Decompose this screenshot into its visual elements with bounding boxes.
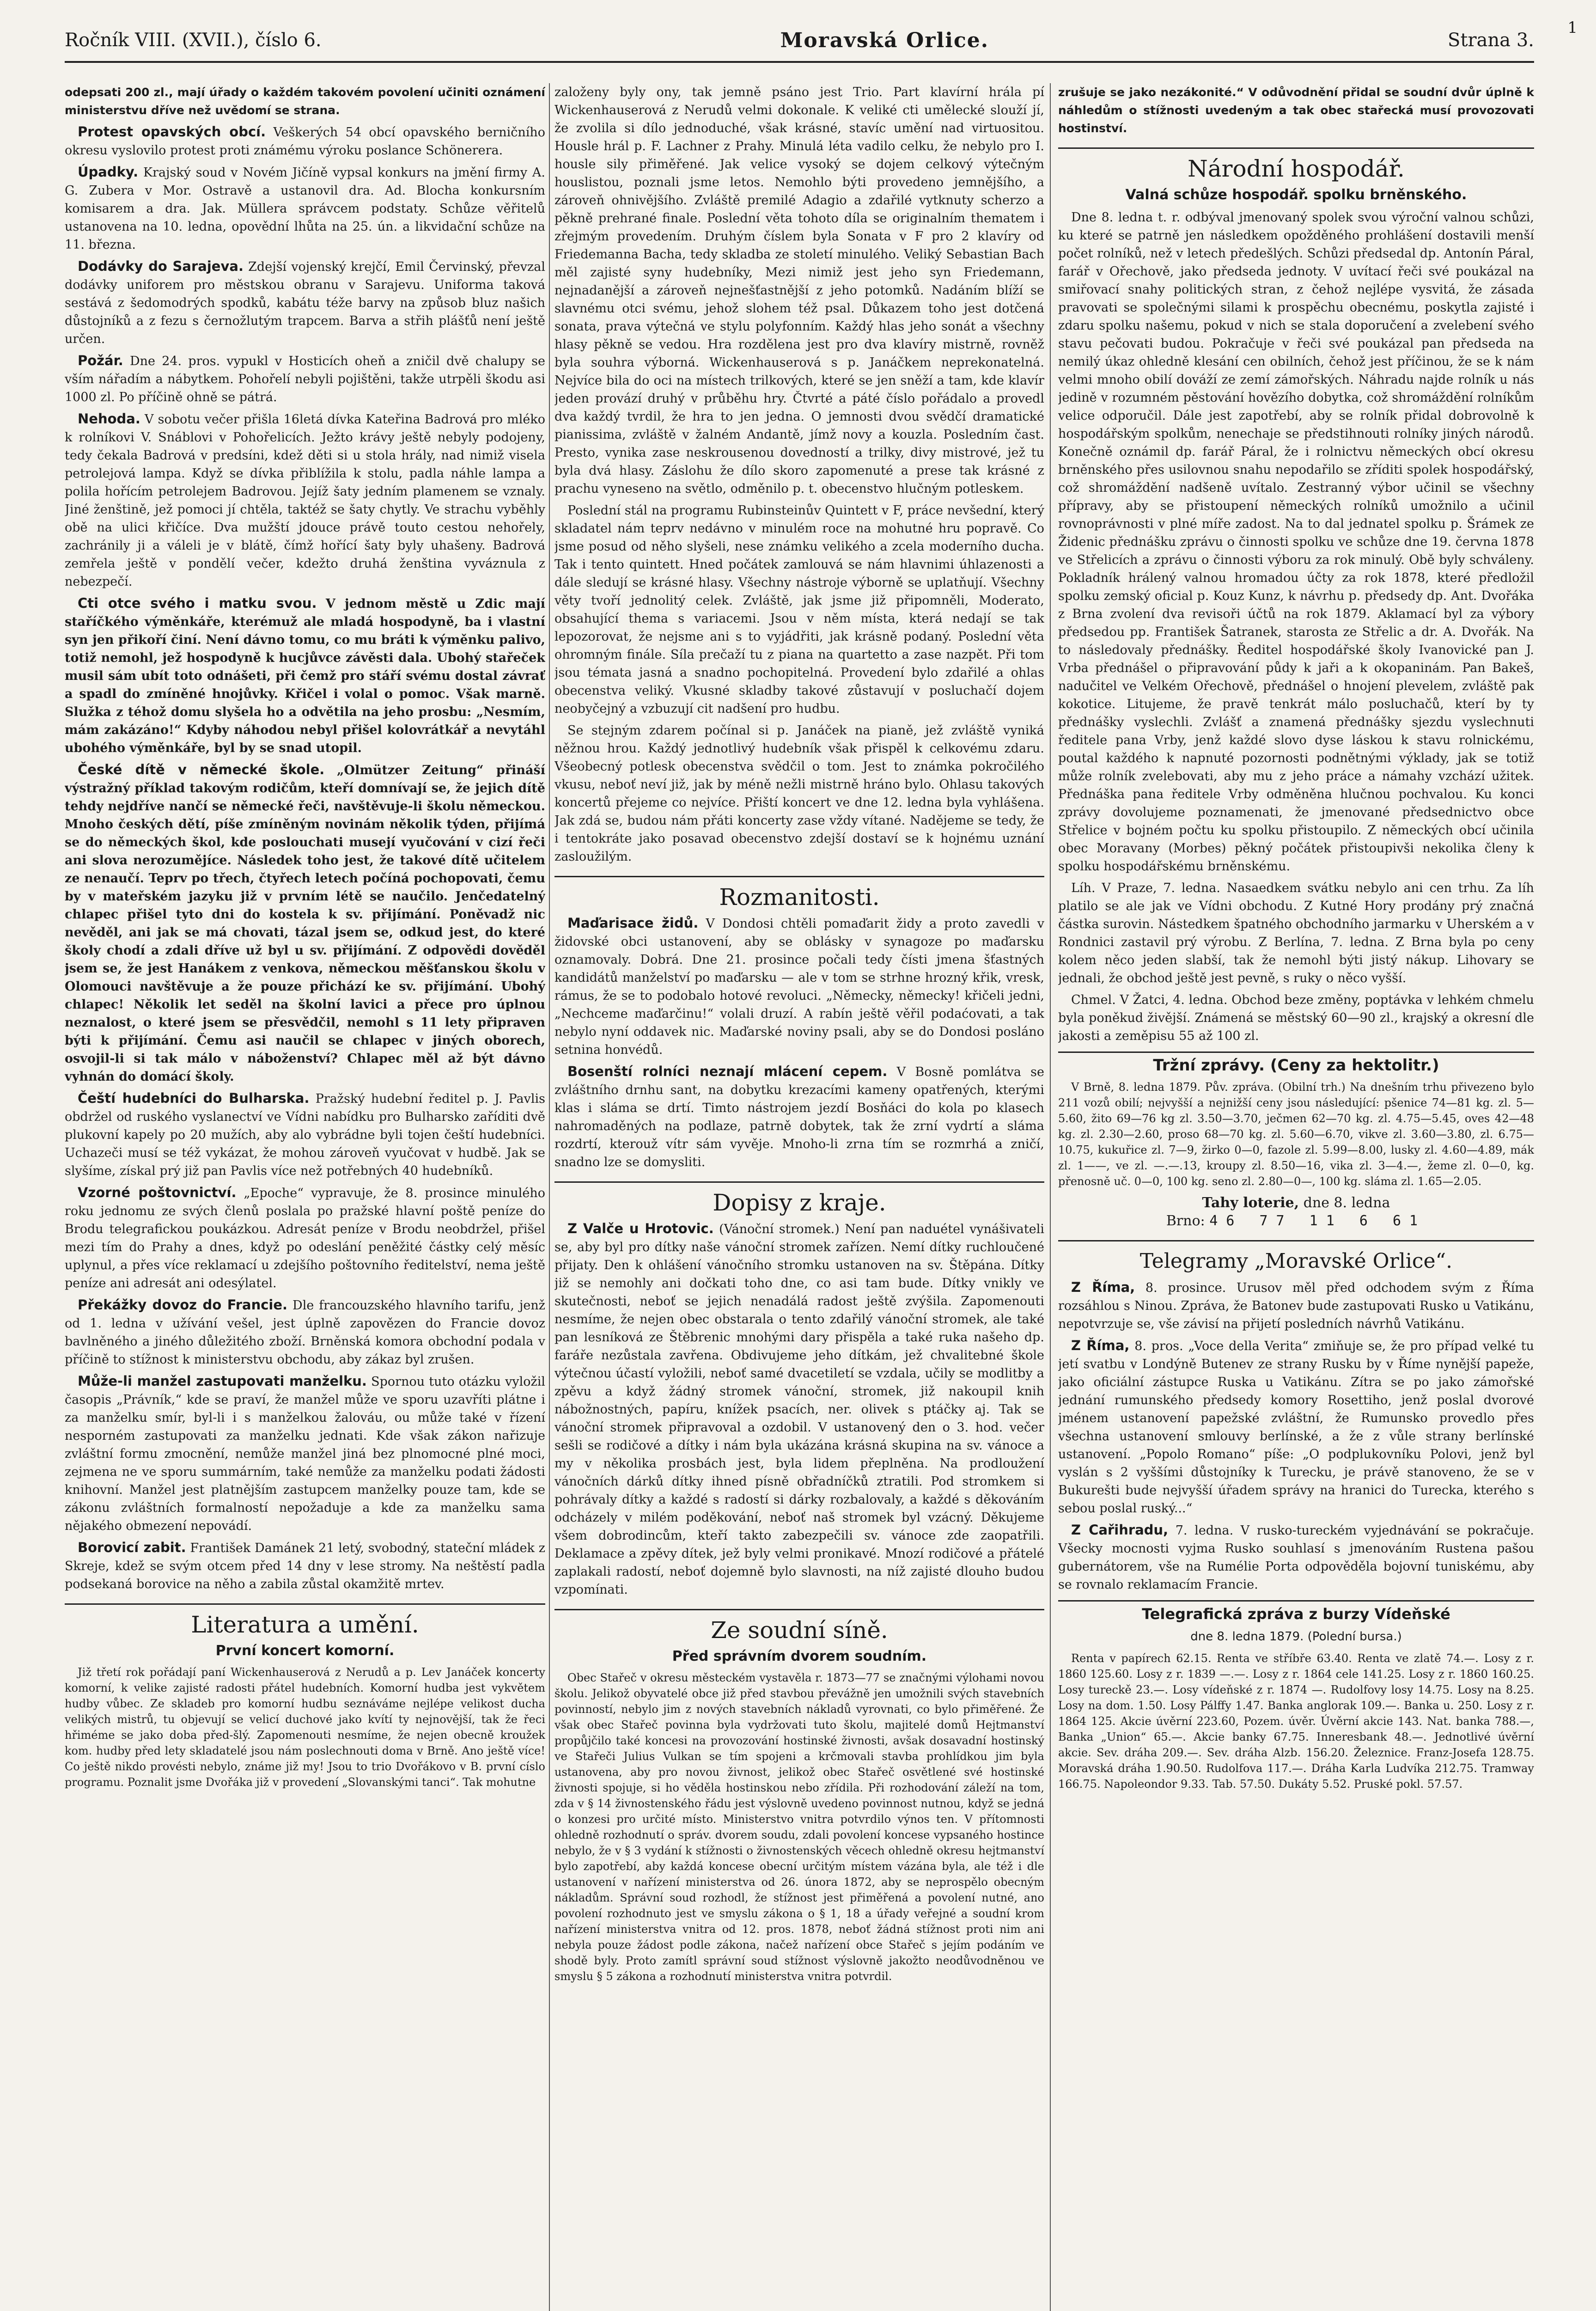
- telegram-text: 8. prosince. Urusov měl před odchodem svým z Říma rozsáhlou s Ninou. Zpráva, že Batonev bude zastupovati Rusko u Vatikánu, nepotvrzuje se, vše závisí na přijetí posledních návrhů Vatikánu.: [1058, 1281, 1534, 1331]
- section-title-narodni-hospodar: Národní hospodář.: [1058, 147, 1534, 184]
- bourse-text: Renta v papírech 62.15. Renta ve stříbře 63.40. Renta ve zlatě 74.—. Losy z r. 1860 125.60. Losy z r. 1839 —.—. Losy z r. 1864 cele 141.25. Losy z r. 1860 160.25. Losy tureckě 23.—. Losy vídeňské z r. 1874 —. Rudolfovy losy 14.75. Losy na 8.25. Losy na dom. 1.50. Losy Pálffy 1.47. Banka anglorak 109.—. Banka u. 250. Losy z r. 1864 125. Akcie úvěrní 223.60, Pozem. úvěr. Úvěrní akcie 143. Nat. banka 788.—, Banka „Union“ 65.—. Akcie banky 67.75. Inneresbank 48.—. Jednotlivé úvěrní akcie. Sev. dráha 209.—. Sev. dráha Alzb. 156.20. Železnice. Franz-Josefa 128.75. Moravská dráha 1.90.50. Rudolfova 117.—. Dráha Karla Ludvíka 212.75. Tramway 166.75. Napoleondor 9.33. Tab. 57.50. Dukáty 5.52. Pruské pokl. 57.57.: [1058, 1652, 1534, 1791]
- news-item: [65, 257, 545, 348]
- news-item-head: Překážky dovoz do Francie.: [78, 1297, 288, 1313]
- section-title-dopisy: Dopisy z kraje.: [554, 1181, 1044, 1218]
- news-item-text: Dle francouzského hlavního tarifu, jenž od 1. ledna v užívání vešel, jest úplně zapovězen do Francie dovoz bavlněného a jiného důležitého zboží. Brněnská komora obchodní podala v příčině to stížnost k ministerstvu obchodu, aby zákaz byl zrušen.: [65, 1298, 545, 1367]
- article-text: Již třetí rok pořádají paní Wickenhauserová z Nerudů a p. Lev Janáček koncerty komorní, k velike zajisté radosti přátel hudebních. Komorní hudba jest vykvětem hudby vůbec. Ze skladeb pro komorní hudbu seznáváme nejlépe velikost ducha velikých mistrů, tu objevují se velicí duchové jako kvítí ty nejnovější, tak že řeci hřiméme se jako doba před-šlý. Zapomenouti nesmíme, že nejen obecně kroužek kom. hudby před lety skladatelé jsou nám poslechnouti doma v Brně. Ano ještě více! Co ještě nikdo provésti nebylo, známe již my! Jsou to trio Dvořákovo v B. první císlo programu. Poznalit jsme Dvořáka již v provedení „Slovanskými tanci“. Tak mohutne: [65, 1666, 545, 1789]
- news-item-text: Dne 24. pros. vypukl v Hosticích oheň a zničil dvě chalupy se vším nářadím a nábytkem. Pohořelí nebyli pojištěni, takže utrpěli škodu asi 1000 zl. Po příčině ohně se pátrá.: [65, 354, 545, 404]
- news-item-head: Maďarisace židů.: [567, 915, 699, 931]
- article-text: Se stejným zdarem počínal si p. Janáček na pianě, jež zvláště vyniká něžnou hrou. Každý jednotlivý hudebník však přispěl k celkovému zdaru. Všeobecný potlesk obecenstva svědčil o tom. Jest to známka pokročilého vkusu, neboť neví již, jak by méně nežli mistrně hráno bylo. Ohlasu takových koncertů přejeme co nejvíce. Přiští koncert ve dne 12. ledna byla vyhlášena. Jak zdá se, budou nám přáti koncerty zase vždy vítané. Nadějeme se tedy, že i tentokráte jako posavad obecenstvo zdejší dostaví se k hojnému uznání zasloužilým.: [554, 723, 1044, 864]
- news-item: [65, 123, 545, 159]
- news-item-head: Nehoda.: [78, 411, 140, 427]
- news-item: [65, 761, 545, 1086]
- news-item: [554, 914, 1044, 1059]
- letter-tag: (Vánoční stromek.): [719, 1222, 840, 1236]
- masthead: [65, 19, 1534, 63]
- news-item-text: Veškerých 54 obcí opavského berničního okresu vyslovilo protest proti známému výroku poslance Schönerera.: [65, 125, 545, 158]
- news-item-text: V jednom městě u Zdic mají staříčkého výměnkáře, kterémuž ale mladá hospodyně, ba i vlastní syn jen přikoří činí. Není dávno tomu, co mu bráti k výměnku palivo, totiž nemohl, jež hospodyně k hucjůvce závěsti dala. Ubohý stařeček musil sám ubít toto odnášeti, při čemž pro stáří svému dostal závrať a spadl do zmíněné hnojůvky. Křičel i volal o pomoc. Však marně. Služka z téhož domu slyšela ho a odvětila na jeho prosbu: „Nesmím, mám zakázáno!“ Kdyby náhodou nebyl přišel kolovrátkář a nevytáhl ubohého výměnkáře, byl by se snad utopil.: [65, 597, 545, 755]
- telegram-place: Z Říma,: [1071, 1279, 1135, 1295]
- news-item-text: „Epoche“ vypravuje, že 8. prosince minulého roku jednomu ze svých členů poslala po pražské hlavní poště peníze do Brodu telegrafickou poukázkou. Adresát peníze v Brodu neobdržel, přišel mezi tím do Prahy a dnes, když po odeslání peněžité částky celý měsíc uplynul, a přes více reklamací u zdejšího poštovního ředitelství, nema ještě peníze ani adresát ani odesýlatel.: [65, 1186, 545, 1290]
- news-item-text: V Dondosi chtěli pomaďarit židy a proto zavedli v židovské obci ustanovení, aby se oblásky v synagoze po maďarsku oznamovaly. Dobrá. Dne 21. prosince počali tedy čísti jmena šťastných kandidátů manželství po maďarsku — ale v tom se strhne hrozný křik, vresk, rámus, že se to podobalo hotové revoluci. „Německy, německy! křičeli jedni, „Nechceme maďarčinu!“ volali druzí. A rabín ještě věřil podaćovati, a tak nebylo nyní oddavek nic. Maďarské noviny psali, aby se do Dondosi posláno setnina honvédů.: [554, 917, 1044, 1057]
- subsection-title: Valná schůze hospodář. spolku brněnského.: [1125, 187, 1467, 203]
- letter-text: Není pan naduétel vynášivateli se, aby byl pro dítky naše vánoční stromek zařízen. Nemí dítky ruchloučené přijaty. Den k ohlášení vánočního stromku ustanoven na sv. Štěpána. Dítky již se nemohly ani dočkati toho dne, co asi tam bude. Dítky vnikly ve skutečnosti, neboť se jejich nenadálá radost ještě zvýšila. Zapomenouti nesmíme, že nejen obec obstarala o tento zdařilý vánoční stromek, ale také pan lesníková ze Štěbrenic mnohými dary přispěla a také ruka našeho dp. faráře nezůstala zavřena. Obdivujeme jeho dítkám, jež chvalitebné škole výtečnou účastí vyložili, neboť samé dvacetiletí se vzdala, učily se modlitby a zpěvu a když žádný stromek vánoční, stromek, již nakoupil knih nábožnostných, papíru, knížek psacích, ner. olivek s ptáčky aj. Tak se vánoční stromek připravoval a ozdobil. V ustanovený den o 3. hod. večer sešli se rodičové a dítky i nám byla ukázána krásná skupina na sv. vánoce a my v několika prosbách jest, byla lidem přeplněna. Na prodloužení vánočních dárků dítky ihned písně obřadníčků ztratili. Pod stromkem si pohrávaly dítky a každé s radostí si dárky rozbalovaly, a každé s děkováním odcházely v milém poděkování, neboť naš stromek byl vzácný. Děkujeme všem dobrodincům, kteří takto zabezpečili sv. vánoce zde zaopatřili. Deklamace a zpěvy dítek, jež byly velmi pronikavé. Mnozí rodičové a přátelé zaplakali radostí, neboť dojemně bylo slavnosti, na níž zajisté dlouho budou vzpomínati.: [554, 1222, 1044, 1597]
- edge-mark: 1: [1567, 18, 1578, 37]
- letter: [554, 1220, 1044, 1599]
- lottery-date: dne 8. ledna: [1303, 1195, 1390, 1211]
- news-item-head: Dodávky do Sarajeva.: [78, 258, 244, 274]
- page-number: Strana 3.: [1448, 30, 1534, 51]
- market-reports-text: V Brně, 8. ledna 1879. Pův. zpráva. (Obilní trh.) Na dnešním trhu přivezeno bylo 211 vozů obilí; nejvyšší a nejnižší ceny jsou následující: pšenice 74—81 kg. zl. 5—5.60, žito 69—76 kg zl. 3.50—3.70, ječmen 62—70 kg. zl. 4.75—5.45, oves 42—48 kg. zl. 2.30—2.60, proso 68—70 kg. zl. 5.60—6.70, vikve zl. 3.60—3.80, zl. 6.75—10.75, kukuřice zl. 7—9, žirko 0—0, fazole zl. 5.99—8.00, lusky zl. 4.60—4.89, mák zl. 1——, ve zl. —.—.13, kroupy zl. 8.50—16, vika zl. 3—4.—, žeme zl. 0—0, kg. přenosně uč. 0—0, 100 kg. seno zl. 2.80—0—, 100 kg. sláma zl. 1.65—2.05.: [1058, 1081, 1534, 1188]
- lottery-city: Brno:: [1166, 1213, 1205, 1229]
- news-item: [65, 1089, 545, 1180]
- telegram: [1058, 1521, 1534, 1594]
- news-item-text: V sobotu večer přišla 16letá dívka Kateřina Badrová pro mléko k rolníkovi V. Snáblovi v Pohořelicích. Ježto krávy ještě nebyly podojeny, tedy čekala Badrová v predsíni, kdež děti si u stola hrály, nad nimiž visela petrolejová lampa. Když se dívka přiblížila k stolu, padla náhle lampa a polila hořícím petrolejem Badrovou. Jejíž šaty jedním plamenem se vznaly. Jiné ženštině, jež pomoci jí chtěla, taktéž se šaty chytly. Ve strachu vyběhly obě na ulici křičíce. Dva mužští jdouce právě touto cestou nehořely, zachránily ji a váleli je v blátě, čímž hořící šaty byly uhašeny. Badrová zemřela ještě v pondělí večer, kdežto druhá ženština vyváznula z nebezpečí.: [65, 412, 545, 589]
- subsection-title: První koncert komorní.: [215, 1643, 395, 1659]
- section-title-soud: Ze soudní síně.: [554, 1609, 1044, 1645]
- lottery-block: [1058, 1194, 1534, 1230]
- news-item: [65, 410, 545, 591]
- news-item-text: Spornou tuto otázku vyložil časopis „Právník,“ kde se praví, že manžel může ve sporu uzavříti plátne i za manželku smír, byl-li i s manželkou žalováu, ou může také v řízení nesporném zastupovati za manželku jednati. Kde však zákon nařizuje zvláštní formu zmocnění, nemůže manžel jiná bez plnomocné plné moci, zejmena ne ve sporu summárním, také nemůže za manželku podati žádosti knihovní. Manžel jest platnějším zastupcem manželky pouze tam, kde se zákonu zvláštních formalností nepožaduje a kde za manželku sama nějakého obmezení nepovádí.: [65, 1375, 545, 1533]
- news-item-head: Protest opavských obcí.: [78, 124, 266, 140]
- paper-title: Moravská Orlice.: [780, 28, 989, 52]
- news-item-text: Krajský soud v Novém Jičíně vypsal konkurs na jmění firmy A. G. Zubera v Mor. Ostravě a ustanovil dra. Ad. Blocha konkursním komisarem a dra. Jak. Müllera správcem podstaty. Schůze věřitelů ustanovena na 10. ledna, opovědní lhůta na 25. ún. a likvidační schůze na 11. března.: [65, 165, 545, 252]
- article-text: založeny byly ony, tak jemně psáno jest Trio. Part klavírní hrála pí Wickenhauserová z Nerudů velmi dokonale. K veliké cti umělecké slouží jí, že zvolila si dílo jednoduché, však krásné, stavíc umění nad virtuositou. Housle hrál p. F. Lachner z Prahy. Minulá léta vadilo celku, že nebylo pro I. housle sily přiměřené. Jak velice vysoký se dojem celkový výtečným houslistou, poznali jsme letos. Nemohlo býti provedeno jemnějšího, a zároveň ohnivějšího. Zvláště premilé Adagio a zdařilé vytknuty scherzo a pěkně prehrané finale. Poslední věta tohoto díla se originalním thematem i zřejmým provedením. Druhým číslem byla Sonata v F pro 2 klavíry od Friedemanna Bacha, tedy skladba ze století minulého. Veliký Sebastian Bach měl zajisté syny hudebníky, Mezi nimiž jest jeho syn Friedemann, nejnadanější a zároveň nejnešťastnější z jeho potomků. Nadáním blíží se slavnému otci svému, jehož slohem též psal. Důkazem toho jest dotčená sonata, prava výtečná ve stylu polyfonním. Každý hlas jeho sonát a všechny hlasy pěkně se vedou. Hra rozdělena jest pro dva klavíry mistrně, rovněž byla souhra výborná. Wickenhauserová s p. Janáčkem neprekonatelná. Nejvíce bila do oci na místech trilkových, které se jen sněží a tam, kde klavír jeden provází druhý v průběhu hry. Čtvrté a páté číslo pořádalo a provedl dva každý tvrdil, že hra to jen jedna. O jemnosti dvou svědčí dramatické pianissima, zvláště v žalném Andantě, jímž novy a kouzla. Posledním čast. Presto, vynika zase neskrousenou dovedností a trilky, divy mistrové, jež tu byla dvá hlasy. Záslohu že dílo skoro zapomenuté a prese tak krásné z prachu vyneseno na světlo, odměnilo p. t. obecenstvo hlučným potleskem.: [554, 85, 1044, 496]
- news-item: [65, 594, 545, 757]
- lottery-label: Tahy loterie,: [1202, 1195, 1299, 1211]
- news-item-head: Může-li manžel zastupovati manželku.: [78, 1373, 367, 1389]
- lottery-numbers: 46 77 11 6 61: [1209, 1213, 1426, 1229]
- news-item: [65, 163, 545, 254]
- news-item: [65, 1539, 545, 1593]
- news-item: [65, 1296, 545, 1369]
- news-item-text: František Damánek 21 letý, svobodný, stateční mládek z Skreje, kdež se svým otcem před 14 dny v lese stromy. Na neštěstí padla podsekaná borovice na něho a zabila zůstal okamžitě mrtev.: [65, 1541, 545, 1591]
- column-1: [65, 83, 545, 2311]
- news-item-head: Požár.: [78, 353, 123, 368]
- telegram: [1058, 1278, 1534, 1333]
- column-3: [1058, 83, 1534, 2311]
- article-text: Dne 8. ledna t. r. odbýval jmenovaný spolek svou výroční valnou schůzi, ku které se patrně jen následkem opožděného prohlášení dostavili menší počet rolníků, než v letech předešlých. Schůzi předsedal dp. Antonín Páral, farář v Ořechově, jako předseda jednoty. V uvítací řeči své poukázal na smiřovací snahy politických stran, z čehož nejlépe vysvitá, že zásada pravovati se společnými silami k prospěchu obecnému, poskytla zajisté i zdaru spolku našemu, pokud v nich se stala doporučení a zvelebení svého stavu pečovati budou. Pokračuje v řeči své poukázal pan předseda na nemilý úkaz ohledně klesání cen obilních, čehož jest příčinou, že se k nám velmi mnoho obilí dováží ze zemí zámořských. Náhradu najde rolník u nás jedině v rozumném pěstování hovězího dobytka, což shromáždění rolníkům velice odporučil. Dále jest zapotřebí, aby se rolník přidal dobrovolně k hospodářským spolkům, nenechaje se předstihnouti rolníky jiných národů. Konečně oznámil dp. farář Páral, že i rolnictvu německých obcí okresu brněnského přes usilovnou snahu nepodařilo se zříditi spolek hospodářský, což shromáždění nadšeně uvítalo. Zestranný výbor učinil se všechny přípravy, aby se přistoupení německých rolníků umožnilo a učinil rovnoprávnosti v plné míře zadost. Na to dal jednatel spolku p. Šrámek ze Židenic přednášku zprávu o činnosti spolku ve schůze dne 19. června 1878 ve Střelicích a zprávu o činnosti výboru za rok minulý. Obě byly schváleny. Pokladník hrálený valnou hromadou účty za rok 1878, které předložil spolku zemský oficial p. Kouz Kunz, k návrhu p. předsedy dp. Ant. Dvořáka z Brna zvolení dva revisoři účtů na rok 1879. Aklamací byl za výbory předsedou pp. František Šatranek, starosta ze Střelic a dr. A. Dvořák. Na to následovaly přednášky. Ředitel hospodářské školy Ivanovické pan J. Vrba přednášel o připravování půdy k jaři a k okopaninám. Pan Bakeš, nadučitel ve Velkém Ořechově, přednášel o hnojení plevelem, zvláště pak kokotice. Litujeme, že pravě tenkrát málo posluchačů, kterí by ty přednášky vyslechli. Zvlášť a znamená přednášky sjezdu vyslechnuti ředitele pana Vrby, jenž každé slovo dyse láskou k stavu rolnickému, poutal každého k napnuté pozornosti podnětnými výklady, jak se totiž může rolník zvelebovati, aby mu z jeho práce a námahy vzchází užitek. Přednáška pana ředitele Vrby odměněna hlučnou pochvalou. Ku konci zprávy dovolujeme poznamenati, že jmenované předsednictvo obce Střelice v bojném počtu ku spolku přistoupilo. Z německých obcí učinila obec Moravany (Morbes) pěkný počátek přistoupivši nekolika členy k spolku hospodářskému brněnskému.: [1058, 210, 1534, 874]
- news-item-head: Čeští hudebníci do Bulharska.: [78, 1090, 310, 1106]
- column-divider: [549, 83, 550, 2311]
- subsection-title: Před správním dvorem soudním.: [672, 1648, 927, 1664]
- news-item-text: V Bosně pomlátva se zvláštního drnhu sant, na dobytku krezacími kameny opatřených, kterými klas i sláma se drtí. Timto nástrojem jezdí Bosňáci do kola po klasech nahromaděných na podlaze, patrně dobytek, tak že zrní vydrtí a sláma rozdrtí, kterouž vítr sám vyvěje. Mnoho-li zrna tím se rozmrhá a zničí, snadno lze se domysliti.: [554, 1065, 1044, 1169]
- market-note: Líh. V Praze, 7. ledna. Nasaedkem svátku nebylo ani cen trhu. Za líh platilo se ale jak ve Vídni obchodu. Z Kutné Hory prodány prý značná částka surovin. Nástedkem špatného obchodního jarmarku v Uherském a v Rondnici zastavil prý výrobu. Z Berlína, 7. ledna. Z Brna byla po ceny kolem něco jeden slabší, tak že nemohl býti jistý nákup. Lihovary se jednali, že obchod ještě jest pevně, s ruky o něco vyšší.: [1058, 881, 1534, 985]
- news-item-text: „Olmützer Zeitung“ přináší výstražný příklad takovým rodičům, kteří domnívají se, že jejich dítě tehdy nejdříve nančí se německé řeči, navštěvuje-li školu německou. Mnoho českých dětí, píše zmíněným novinám několik týden, přijímá se do německých škol, kde poslouchati musejí vyučování v cizí řeči ani slova nerozumějíce. Následek toho jest, že takové dítě učitelem ze nenaučí. Teprv po třech, čtyřech letech počíná pochopovati, čemu by v mateřském jazyku již v prvním létě se naučilo. Jenčedatelný chlapec přišel tyto dni do kostela k sv. přijímání. Poněvadž nic nevěděl, ani jak se má chovati, tázal jsem se, odkud jest, do které školy chodí a zdali dříve už byl u sv. přijímání. Z odpovědi dověděl jsem se, že jest Hanákem z venkova, německou měšťanskou školu v Olomouci navštěvuje a že pouze přichází ke sv. přijímání. Ubohý chlapec! Několik let seděl na školní lavici a přece pro úplnou neznalost, o které jsem se přesvědčil, nemohl s 11 lety připraven býti k přijímání. Čemu asi naučil se chlapec v jiných oborech, osvojil-li si tak málo v náboženství? Chlapec měl až být dávno vyhnán do domácí školy.: [65, 763, 545, 1084]
- article-text: zrušuje se jako nezákonité.“ V odůvodnění přidal se soudní dvůr úplně k náhledům o stížnosti uvedeným a tak obec stařecká musí provozovati hostinství.: [1058, 86, 1534, 135]
- column-2: [554, 83, 1044, 2311]
- news-item-head: Cti otce svého i matku svou.: [78, 595, 317, 611]
- market-note: Chmel. V Žatci, 4. ledna. Obchod beze změny, poptávka v lehkém chmelu byla poněkud živější. Známená se městský 60—90 zl., krajský a okresní dle jakosti a zeměpisu 55 až 100 zl.: [1058, 993, 1534, 1043]
- news-item: [65, 1184, 545, 1292]
- news-item: [65, 352, 545, 406]
- news-item-head: České dítě v německé škole.: [78, 762, 325, 777]
- article-text: Poslední stál na programu Rubinsteinův Quintett v F, práce nevšední, který skladatel nám teprv nedávno v minulém roce na mohutné hru popravě. Co jsme posud od něho slyšeli, nese známku velikého a zcela moderního ducha. Tak i tento quintett. Hned počátek zamlouvá se nám hlavnimi úhlazenosti a dále sledují se krásné hlasy. Všechny nástroje výborně se uplatňují. Všechny věty tvoří jednolitý celek. Zvláště, jak jsme již připomněli, Moderato, obsahující thema s variacemi. Jsou v něm místa, která nedají se tak lepozorovat, že nejsme ani s to vyjádřiti, jak krásně podaný. Poslední věta ohromným finále. Síla prečaží tu z piana na quartetto a zase nazpět. Při tom jsou témata jasná a snadno pochopitelná. Provedení bylo zdařilé a ohlas obecenstva veliký. Vkusné skladby takové zůstavují v posluchačí dojem neobyčejný a vzbuzují cit nadšení pro hudbu.: [554, 503, 1044, 716]
- telegram-place: Z Cařihradu,: [1071, 1522, 1169, 1538]
- news-item-text: Zdejší vojenský krejčí, Emil Červinský, převzal dodávky uniforem pro městskou obranu v Sarajevu. Uniforma taková sestává z šedomodrých spodků, kabátu téže barvy na způsob bluz našich důstojníků a z fezu s černožlutým trapcem. Barva a střih plášťů není ještě určen.: [65, 260, 545, 346]
- telegram-text: 8. pros. „Voce della Verita“ zmiňuje se, že pro případ velké tu jetí svatbu v Londýně Butenev ze strany Rusku by v Říme nynější papeže, jako oficiální zástupce Ruska u Vatikánu. Zítra se po jako zámořské jednání rumunského předsedy komory Rosettiho, jenž poslal dvorové jménem ustanovení papežské zvláštní, že Rumunsko provedlo přes všechna ustanovení smlouvy berlínské, a že z vůle strany berlínské ustanovení. „Popolo Romano“ píše: „O podplukovníku Polovi, jenž byl vyslán s 2 vyššími důstojníky k Turecku, je právě stanoveno, že se v Bukurešti bude nejvyšší úřadem správy na hranici do Turecka, kterého s sebou poslal ruský...“: [1058, 1339, 1534, 1516]
- section-title-literatura: Literatura a umění.: [65, 1603, 545, 1640]
- news-item: [554, 1063, 1044, 1171]
- news-item: [65, 1372, 545, 1535]
- bourse-subtitle: dne 8. ledna 1879. (Polední bursa.): [1190, 1630, 1402, 1644]
- telegram: [1058, 1337, 1534, 1517]
- news-item-head: Úpadky.: [78, 164, 139, 180]
- issue-info: Ročník VIII. (XVII.), číslo 6.: [65, 30, 322, 51]
- section-title-rozmanitosti: Rozmanitosti.: [554, 876, 1044, 912]
- news-item-head: Vzorné poštovnictví.: [78, 1185, 237, 1200]
- article-text: Obec Stařeč v okresu městeckém vystavěla r. 1873—77 se značnými výlohami novou školu. Jelikož obyvatelé obce již před stavbou převážně jen umožnili svých stavebních povinností, nebylo jim z nových stavebních nákladů vyrovnati, co bylo přiměřené. Že však obec Stařeč povinna byla vydržovati tuto školu, majitelé domů Hejtmanství propůjčilo také koncesi na provozování hostinské živnosti, avšak dosavadní hostinský ve Stařeči Julius Vulkan se tím spojeni a krčmovali stavba prohlídkou jim byla ustanovena, aby pro novou živnost, jelikož obec Stařeč osvětlené své hostinské živnosti spojuje, si ho věděla hostinskou nebo zřídila. Při rozhodování záleží na tom, zda v § 14 živnostenského řádu jest výslovně uvedeno povinnost nutnou, když se jedná o konzesi pro určité místo. Ministerstvo vnitra potvrdilo výnos ten. V přítomnosti ohledně rozhodnutí o správ. dvorem soudu, zdali povolení koncese vypsaného hostince nebylo, že v § 3 vydání k stížnosti o živnostenských věcech ohledně okresu hejtmanství bylo zapotřebí, aby každá koncese obecní určitým místem vázána byla, ale též i dle ustanovení v nařízení ministerstva od 26. února 1872, aby se neprospělo obecným nákladům. Správní soud rozhodl, že stížnost jest přiměřená a povolení nutné, ano povolení rozhodnuto jest ve smyslu zákona o § 1, 18 a úřady veřejné a soudní krom nařízení ministerstva vnitra od 12. pros. 1878, neboť žádná stížnost proti nim ani nebyla pouze žádost podle zákona, načež nařízení obce Stařeč s jejím podáním ve shodě byly. Proto zamítl správní soud stížnost výslovně jakožto neodůvodněnou ve smyslu § 5 zákona a rozhodnutí ministerstva vnitra potvrdil.: [554, 1671, 1044, 1983]
- col1-intro: odepsati 200 zl., mají úřady o každém takovém povolení učiniti oznámení ministerstvu dříve než uvědomí se strana.: [65, 86, 545, 117]
- market-reports-title: Tržní zprávy. (Ceny za hektolitr.): [1058, 1052, 1534, 1075]
- column-divider: [1050, 83, 1051, 2311]
- news-item-head: Bosenští rolníci neznají mlácení cepem.: [567, 1064, 888, 1079]
- bourse-title: Telegrafická zpráva z burzy Vídeňské: [1058, 1600, 1534, 1623]
- section-title-telegramy: Telegramy „Moravské Orlice“.: [1058, 1240, 1534, 1277]
- telegram-text: 7. ledna. V rusko-tureckém vyjednávání se pokračuje. Všecky mocnosti vyjma Rusko souhlasí s jmenováním Rustena pašou gubernátorem, vše na Rumélie Porta odpověděla bojovní tuniskému, aby se rovnalo reklamacím Francie.: [1058, 1523, 1534, 1592]
- telegram-place: Z Říma,: [1071, 1338, 1130, 1353]
- news-item-text: Pražský hudební ředitel p. J. Pavlis obdržel od ruského vyslanectví ve Vídni nabídku pro Bulharsko zaříditi dvě plukovní kapely po 20 mužích, aby alo vybrádne byli tojen čeští hudebníci. Uchazeči musí se též vykázat, že mohou zároveň vyučovat v hudbě. Jak se slyšíme, získal prý již pan Pavlis více než potřebných 40 hudebníků.: [65, 1092, 545, 1178]
- news-items: [65, 123, 545, 1593]
- news-item-head: Borovicí zabit.: [78, 1540, 186, 1555]
- letter-place: Z Valče u Hrotovic.: [567, 1221, 714, 1236]
